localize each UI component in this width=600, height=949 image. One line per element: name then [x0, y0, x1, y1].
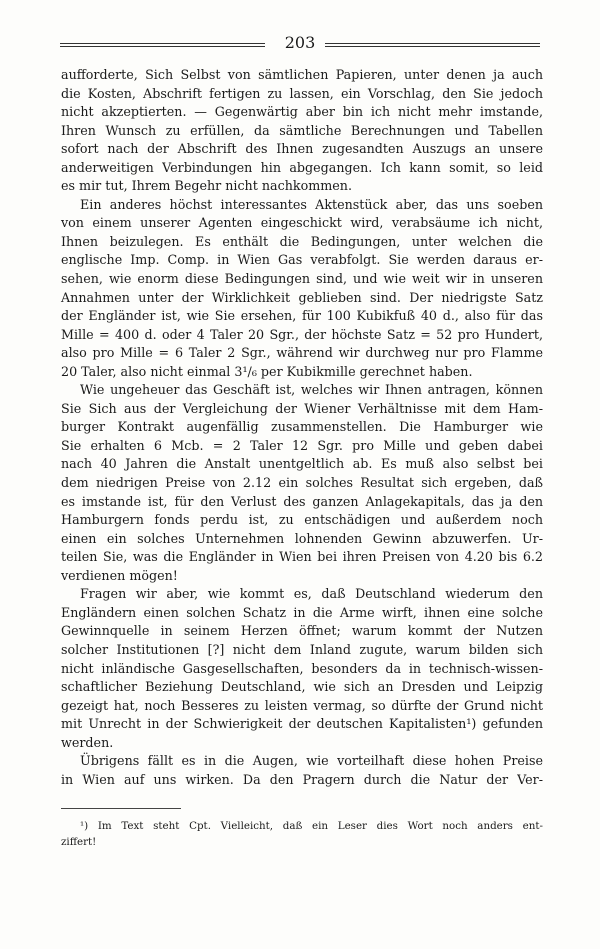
- page-header: [60, 32, 540, 54]
- text-line: der Engländer ist, wie Sie ersehen, für 100 Kubikfuß 40 d., also für das: [61, 308, 543, 324]
- text-line: anderweitigen Verbindungen hin abgegangen. Ich kann somit, so leid: [61, 159, 543, 175]
- footnote: [61, 818, 543, 850]
- text-line: Wie ungeheuer das Geschäft ist, welches wir Ihnen antragen, können: [80, 382, 543, 398]
- text-line: die Kosten, Abschrift fertigen zu lassen, ein Vorschlag, den Sie jedoch: [61, 85, 543, 101]
- text-line: einen ein solches Unternehmen lohnenden Gewinn abzuwerfen. Ur-: [61, 530, 543, 546]
- footnote-line: ziffert!: [61, 836, 97, 848]
- text-line: schaftlicher Beziehung Deutschland, wie sich an Dresden und Leipzig: [61, 679, 543, 695]
- footnote-line: ¹) Im Text steht Cpt. Vielleicht, daß ein Leser dies Wort noch anders ent-: [80, 820, 543, 832]
- footnote-rule: [61, 808, 181, 809]
- text-line: solcher Institutionen [?] nicht dem Inland zugute, warum bilden sich: [61, 641, 543, 657]
- text-line: sehen, wie enorm diese Bedingungen sind, und wie weit wir in unseren: [61, 271, 543, 287]
- text-line: es imstande ist, für den Verlust des ganzen Anlagekapitals, das ja den: [61, 493, 543, 509]
- text-line: Annahmen unter der Wirklichkeit geblieben sind. Der niedrigste Satz: [61, 289, 543, 305]
- text-line: Fragen wir aber, wie kommt es, daß Deutschland wiederum den: [80, 586, 543, 602]
- text-line: nicht inländische Gasgesellschaften, besonders da in technisch-wissen-: [61, 660, 543, 676]
- text-line: Ihren Wunsch zu erfüllen, da sämtliche Berechnungen und Tabellen: [61, 122, 543, 138]
- text-line: verdienen mögen!: [61, 567, 178, 583]
- text-line: werden.: [61, 734, 114, 750]
- paragraph-3: [61, 381, 543, 585]
- text-line: englische Imp. Comp. in Wien Gas verabfolgt. Sie werden daraus er-: [61, 252, 543, 268]
- text-line: nicht akzeptierten. — Gegenwärtig aber bin ich nicht mehr imstande,: [61, 104, 543, 120]
- text-line: Übrigens fällt es in die Augen, wie vorteilhaft diese hohen Preise: [80, 753, 543, 769]
- text-line: teilen Sie, was die Engländer in Wien bei ihren Preisen von 4.20 bis 6.2: [61, 549, 543, 565]
- text-line: Ein anderes höchst interessantes Aktenstück aber, das uns soeben: [80, 196, 543, 212]
- text-line: sofort nach der Abschrift des Ihnen zugesandten Auszugs an unsere: [61, 141, 543, 157]
- text-line: Gewinnquelle in seinem Herzen öffnet; warum kommt der Nutzen: [61, 623, 543, 639]
- text-line: es mir tut, Ihrem Begehr nicht nachkommen.: [61, 178, 352, 194]
- text-line: Ihnen beizulegen. Es enthält die Bedingungen, unter welchen die: [61, 233, 543, 249]
- body-text: [61, 66, 543, 789]
- page-number: 203: [284, 33, 316, 52]
- header-rule-right: [325, 43, 540, 47]
- paragraph-1: [61, 66, 543, 196]
- text-line: dem niedrigen Preise von 2.12 ein solches Resultat sich ergeben, daß: [61, 475, 543, 491]
- text-line: aufforderte, Sich Selbst von sämtlichen Papieren, unter denen ja auch: [61, 67, 543, 82]
- paragraph-4: [61, 585, 543, 752]
- text-line: von einem unserer Agenten eingeschickt wird, verabsäume ich nicht,: [61, 215, 543, 231]
- text-line: nach 40 Jahren die Anstalt unentgeltlich ab. Es muß also selbst bei: [61, 456, 543, 472]
- text-line: Sie erhalten 6 Mcb. = 2 Taler 12 Sgr. pro Mille und geben dabei: [61, 437, 543, 453]
- text-line: in Wien auf uns wirken. Da den Pragern durch die Natur der Ver-: [61, 771, 543, 787]
- text-line: gezeigt hat, noch Besseres zu leisten vermag, so dürfte der Grund nicht: [61, 697, 543, 713]
- text-line: Hamburgern fonds perdu ist, zu entschädigen und außerdem noch: [61, 512, 543, 528]
- text-line: 20 Taler, also nicht einmal 3¹/₆ per Kubikmille gerechnet haben.: [61, 363, 473, 379]
- text-line: Mille = 400 d. oder 4 Taler 20 Sgr., der höchste Satz = 52 pro Hundert,: [61, 326, 543, 342]
- paragraph-5: [61, 752, 543, 789]
- text-line: Engländern einen solchen Schatz in die Arme wirft, ihnen eine solche: [61, 604, 543, 620]
- text-line: burger Kontrakt augenfällig zusammenstellen. Die Hamburger wie: [61, 419, 543, 435]
- text-line: also pro Mille = 6 Taler 2 Sgr., während wir durchweg nur pro Flamme: [61, 345, 543, 361]
- text-line: mit Unrecht in der Schwierigkeit der deutschen Kapitalisten¹) gefunden: [61, 716, 543, 732]
- text-line: Sie Sich aus der Vergleichung der Wiener Verhältnisse mit dem Ham-: [61, 400, 543, 416]
- paragraph-2: [61, 196, 543, 381]
